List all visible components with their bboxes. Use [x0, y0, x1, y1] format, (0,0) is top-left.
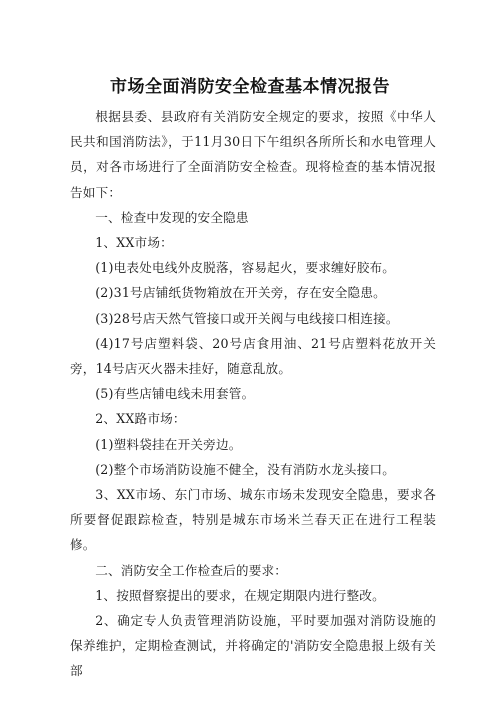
hazard-item: (3)28号店天然气管接口或开关阀与电线接口相连接。 — [95, 310, 399, 326]
intro-paragraph: 根据县委、县政府有关消防安全规定的要求，按照《中华人民共和国消防法》，于11月30日下午组织各所所长和水电管理人员，对各市场进行了全面消防安全检查。现将检查的基本情况报告如下： — [70, 109, 436, 200]
requirement-item: 2、确定专人负责管理消防设施，平时要加强对消防设施的保养维护，定期检查测试，并将确定的'消防安全隐患报上级有关部 — [70, 613, 436, 679]
section-heading-hazards: 一、检查中发现的安全隐患 — [95, 209, 249, 225]
section-heading-requirements: 二、消防安全工作检查后的要求： — [95, 562, 288, 578]
document-body — [70, 104, 436, 684]
hazard-item: (2)31号店铺纸货物箱放在开关旁，存在安全隐患。 — [95, 285, 386, 301]
hazard-item: (1)塑料袋挂在开关旁边。 — [95, 436, 242, 452]
hazard-item: (5)有些店铺电线未用套管。 — [95, 386, 255, 402]
hazard-item: (2)整个市场消防设施不健全，没有消防水龙头接口。 — [95, 461, 396, 477]
hazard-item: (1)电表处电线外皮脱落，容易起火，要求缠好胶布。 — [95, 260, 396, 276]
requirement-item: 1、按照督察提出的要求，在规定期限内进行整改。 — [95, 587, 385, 603]
hazard-item: (4)17号店塑料袋、20号店食用油、21号店塑料花放开关旁，14号店灭火器未挂好，随意乱放。 — [70, 335, 436, 377]
market-heading-2: 2、XX路市场： — [95, 411, 186, 427]
market-summary-paragraph: 3、XX市场、东门市场、城东市场未发现安全隐患，要求各所要督促跟踪检查，特别是城东市场米兰春天正在进行工程装修。 — [70, 487, 437, 553]
document-title: 市场全面消防安全检查基本情况报告 — [110, 77, 390, 97]
market-heading-1: 1、XX市场： — [95, 235, 173, 251]
